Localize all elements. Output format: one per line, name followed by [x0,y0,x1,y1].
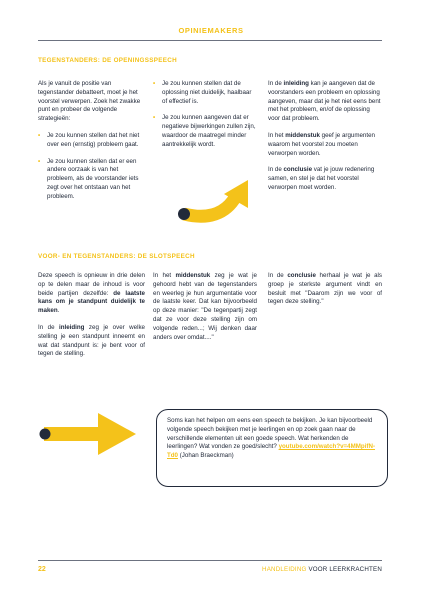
page-header-title: OPINIEMAKERS [178,26,244,35]
keyword-conclusie: conclusie [283,166,313,174]
list-item: • Je zou kunnen aangeven dat er negatieve bijwerkingen zullen zijn, waardoor de maatregel minder aantrekkelijk wordt. [153,114,257,149]
section2-col1-paragraph [38,272,145,316]
text-run: In de [268,80,284,87]
section1-col3-paragraph [268,132,382,158]
curved-arrow-icon [178,178,260,228]
text-run: In het [153,272,176,279]
callout-attribution: (Johan Braeckman) [178,452,234,460]
text-run: In de [268,166,284,174]
section1-col3-paragraph [268,80,382,124]
text-run: In het [268,131,286,139]
text-run: . [57,307,60,315]
text-run: Deze speech is opnieuw in drie delen op te delen maar de inhoud is voor beide partijen dezelfde: [38,272,145,297]
section2-column-3 [268,272,382,315]
arrow-right-icon [40,411,140,457]
text-run: kan je aangeven dat de voorstanders een probleem en oplossing aangeven, maar dat je het niet eens bent met het probleem, en/of de oplossing voor dat probleem. [268,80,381,123]
callout-text: Soms kan het helpen om eens een speech te bekijken. Je kan bijvoorbeeld volgende speech bekijken met je leerlingen en op zoek gaan naar de verschillende elementen uit een goede speech. Wat herkenden de leerlingen? Wat vonden ze goed/slecht? [167,417,373,451]
section2-col3-paragraph [268,272,382,307]
text-run: herhaal je wat je als groep je sterkste argument vindt en besluit met "Daarom zijn we voor of tegen deze stelling." [268,272,382,306]
list-item: • Je zou kunnen stellen dat de oplossing niet duidelijk, haalbaar of effectief is. [153,80,257,106]
list-item: • Je zou kunnen stellen dat het niet over een (ernstig) probleem gaat. [38,132,145,150]
keyword-inleiding: inleiding [283,80,309,87]
video-tip-callout [156,409,388,487]
section2-column-2 [153,272,257,350]
section2-col1-paragraph [38,324,145,359]
section1-col3-paragraph [268,166,382,192]
keyword-middenstuk: middenstuk [175,272,211,279]
section1-col1-list [38,132,145,202]
text-run: zeg je wat je gehoord hebt van de tegenstanders en weerleg je hun argumentatie voor de laatste keer. Dat kan bijvoorbeeld op deze manier: "De tegenpartij zegt dat ze voor deze stelling zijn om volgende reden...; Wij denken daar anders over omdat...." [153,272,257,341]
keyword-laatste-kans: de laatste kans om je standpunt duidelijk te maken [38,289,145,315]
section1-intro: Als je vanuit de positie van tegenstander debatteert, moet je het voorstel verwerpen. Zoek het zwakke punt en probeer de volgende strategieën: [38,80,141,123]
footer-label-light: HANDLEIDING [262,566,307,573]
youtube-link[interactable]: youtube.com/watch?v=4MMpifN-Td0 [167,443,376,460]
list-item: • Je zou kunnen stellen dat er een andere oorzaak is van het probleem, als de voorstander iets zegt over het ontstaan van het probleem. [38,158,145,202]
text-run: vat je jouw redenering samen, en stel je dat het voorstel verworpen moet worden. [268,166,375,191]
text-run: geef je argumenten waarom het voorstel zou moeten verworpen worden. [268,131,375,157]
header-divider [38,40,382,41]
keyword-inleiding: inleiding [59,323,85,331]
text-run: zeg je over welke stelling je een standpunt inneemt en wat dat standpunt is: je bent voor of tegen de stelling. [38,323,145,358]
section1-column-1 [38,80,145,210]
section1-col2-list [153,80,257,150]
text-run: In de [268,272,288,279]
keyword-conclusie: conclusie [287,272,316,279]
section2-column-1 [38,272,145,367]
section-title-openingsspeech: TEGENSTANDERS: DE OPENINGSSPEECH [38,57,177,64]
section1-column-3 [268,80,382,201]
section1-column-2 [153,80,257,158]
text-run: In de [38,323,59,331]
keyword-middenstuk: middenstuk [285,131,320,139]
footer-label [262,566,382,573]
section-title-slotspeech: VOOR- EN TEGENSTANDERS: DE SLOTSPEECH [38,253,195,260]
section2-col2-paragraph [153,272,257,342]
page-number: 22 [38,566,46,573]
footer-label-dark: VOOR LEERKRACHTEN [306,566,382,573]
footer-divider [38,560,382,561]
